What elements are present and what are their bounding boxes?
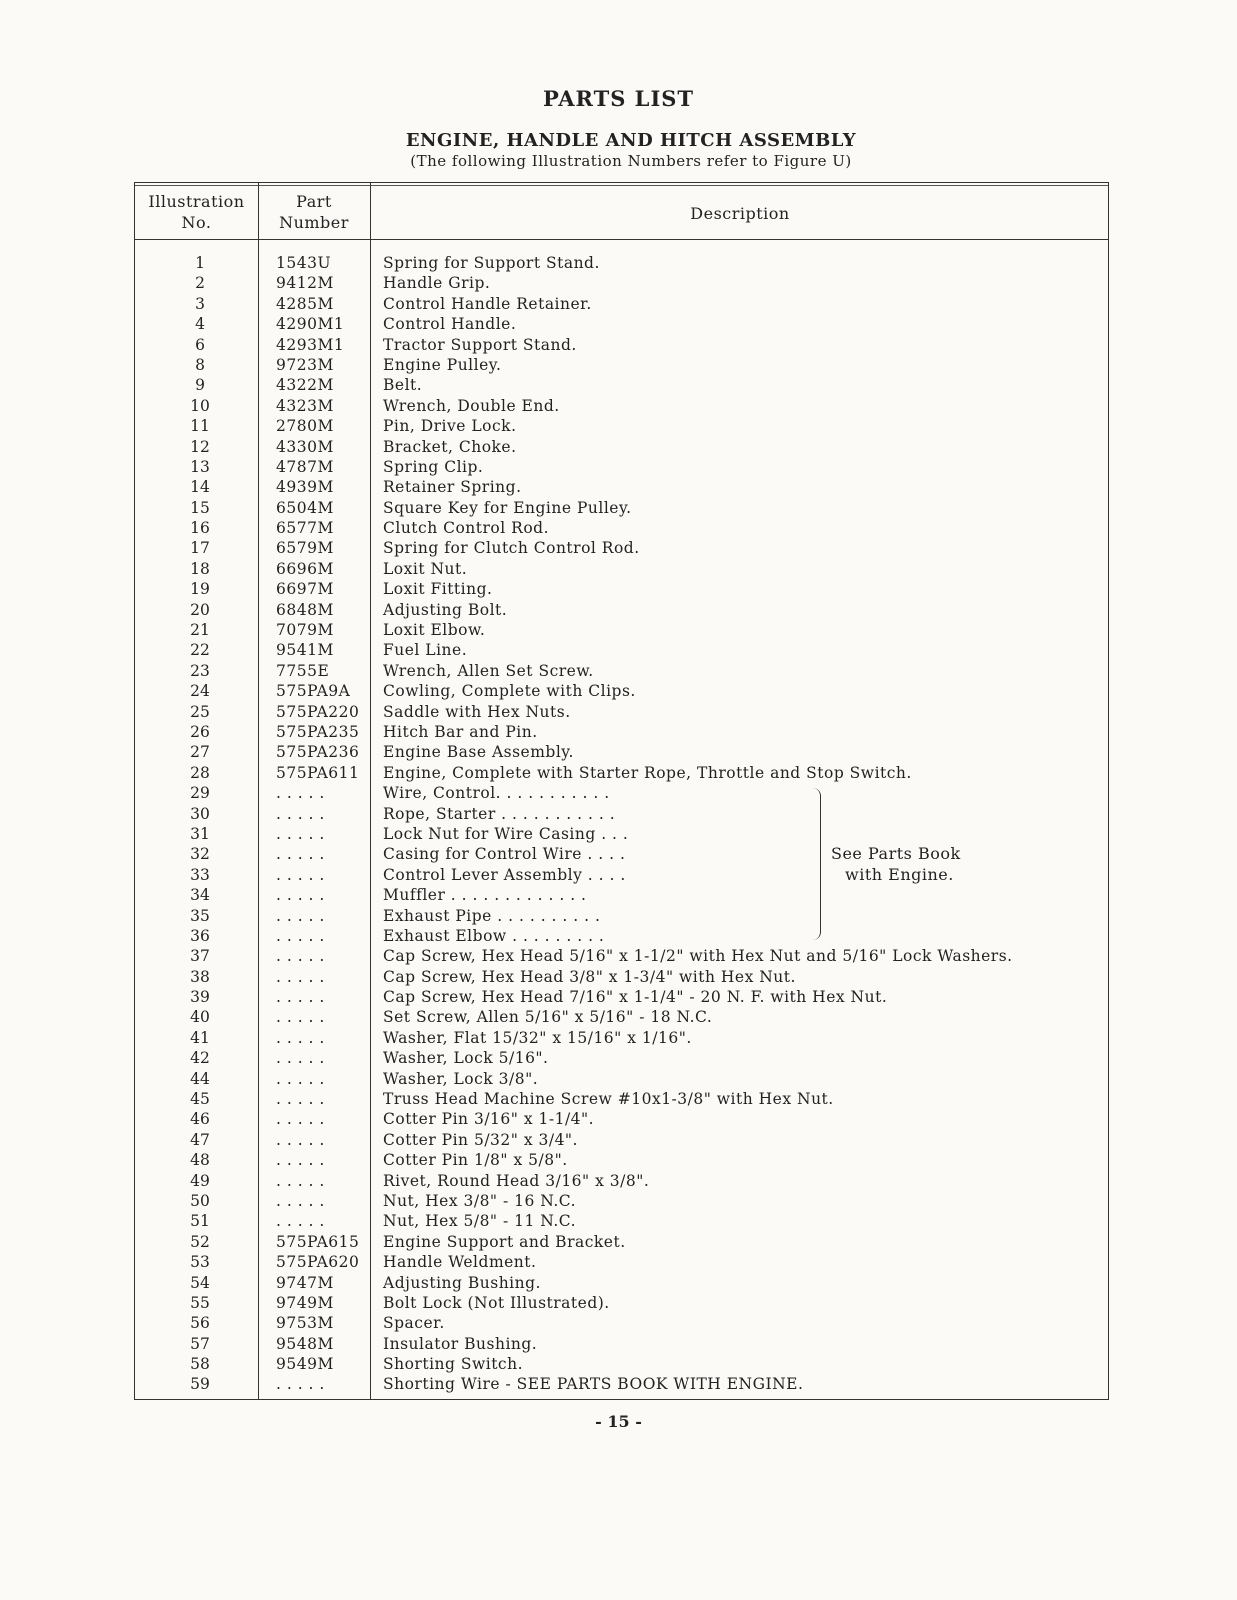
illustration-no-cell: 32 xyxy=(190,845,210,864)
illustration-no-cell: 13 xyxy=(190,457,210,476)
table-row xyxy=(135,906,1110,926)
description-cell: Spring for Clutch Control Rod. xyxy=(383,539,640,558)
header-part-line2: Number xyxy=(279,213,349,232)
description-cell: Set Screw, Allen 5/16" x 5/16" - 18 N.C. xyxy=(383,1008,713,1027)
table-row xyxy=(135,1109,1110,1129)
part-number-cell: 6848M xyxy=(276,600,334,619)
table-row xyxy=(135,1007,1110,1027)
part-number-cell: 4330M xyxy=(276,437,334,456)
part-number-cell: . . . . . xyxy=(276,988,325,1007)
description-cell: Shorting Switch. xyxy=(383,1355,524,1374)
description-cell: Cowling, Complete with Clips. xyxy=(383,682,636,701)
description-cell: Wrench, Allen Set Screw. xyxy=(383,661,594,680)
part-number-cell: 575PA220 xyxy=(276,702,360,721)
table-row xyxy=(135,722,1110,742)
part-number-cell: . . . . . xyxy=(276,1110,325,1129)
table-row xyxy=(135,477,1110,497)
description-cell: Loxit Fitting. xyxy=(383,580,493,599)
part-number-cell: 4293M1 xyxy=(276,335,345,354)
illustration-no-cell: 56 xyxy=(190,1314,210,1333)
table-row xyxy=(135,1191,1110,1211)
description-cell: Spring for Support Stand. xyxy=(383,254,600,272)
illustration-no-cell: 14 xyxy=(190,478,210,497)
description-cell: Square Key for Engine Pulley. xyxy=(383,498,632,517)
description-cell: Tractor Support Stand. xyxy=(383,335,577,354)
illustration-no-cell: 15 xyxy=(190,498,210,517)
part-number-cell: 9548M xyxy=(276,1334,334,1353)
table-row xyxy=(135,1171,1110,1191)
description-cell: Muffler . . . . . . . . . . . . . xyxy=(383,886,587,905)
part-number-cell: . . . . . xyxy=(276,845,325,864)
table-row xyxy=(135,600,1110,620)
table-row xyxy=(135,946,1110,966)
header-illustration-line2: No. xyxy=(181,213,212,232)
table-row xyxy=(135,1130,1110,1150)
table-row xyxy=(135,518,1110,538)
description-cell: Wrench, Double End. xyxy=(383,396,560,415)
illustration-no-cell: 29 xyxy=(190,784,210,803)
description-cell: Handle Weldment. xyxy=(383,1253,537,1272)
part-number-cell: 2780M xyxy=(276,417,334,436)
table-row xyxy=(135,559,1110,579)
part-number-cell: . . . . . xyxy=(276,1171,325,1190)
table-row xyxy=(135,396,1110,416)
description-cell: Washer, Lock 5/16". xyxy=(383,1049,549,1068)
part-number-cell: 575PA620 xyxy=(276,1253,360,1272)
description-cell: Clutch Control Rod. xyxy=(383,519,549,538)
table-row xyxy=(135,1313,1110,1333)
part-number-cell: . . . . . xyxy=(276,1008,325,1027)
part-number-cell: 6579M xyxy=(276,539,334,558)
illustration-no-cell: 53 xyxy=(190,1253,210,1272)
description-cell: Bracket, Choke. xyxy=(383,437,517,456)
description-cell: Casing for Control Wire . . . . xyxy=(383,845,626,864)
table-row xyxy=(135,416,1110,436)
brace-note xyxy=(831,843,961,885)
table-row xyxy=(135,926,1110,946)
illustration-no-cell: 57 xyxy=(190,1334,210,1353)
illustration-no-cell: 11 xyxy=(190,417,210,436)
table-row xyxy=(135,1028,1110,1048)
description-cell: Engine Support and Bracket. xyxy=(383,1232,626,1251)
illustration-no-cell: 4 xyxy=(195,315,205,334)
illustration-no-cell: 40 xyxy=(190,1008,210,1027)
illustration-no-cell: 35 xyxy=(190,906,210,925)
brace-bracket xyxy=(811,788,821,940)
table-row xyxy=(135,681,1110,701)
table-row xyxy=(135,1293,1110,1313)
illustration-no-cell: 19 xyxy=(190,580,210,599)
header-description: Description xyxy=(690,204,790,223)
description-cell: Adjusting Bushing. xyxy=(383,1273,541,1292)
brace-note-line2: with Engine. xyxy=(845,865,954,884)
illustration-no-cell: 33 xyxy=(190,865,210,884)
description-cell: Control Handle Retainer. xyxy=(383,294,592,313)
table-row xyxy=(135,1232,1110,1252)
brace-note-line1: See Parts Book xyxy=(831,844,961,863)
part-number-cell: . . . . . xyxy=(276,1049,325,1068)
description-cell: Spring Clip. xyxy=(383,457,484,476)
illustration-no-cell: 28 xyxy=(190,763,210,782)
part-number-cell: 4787M xyxy=(276,457,334,476)
illustration-no-cell: 6 xyxy=(195,335,205,354)
illustration-no-cell: 26 xyxy=(190,722,210,741)
table-row xyxy=(135,1273,1110,1293)
description-cell: Truss Head Machine Screw #10x1-3/8" with Hex Nut. xyxy=(383,1090,834,1109)
table-row xyxy=(135,273,1110,293)
part-number-cell: 6504M xyxy=(276,498,334,517)
illustration-no-cell: 51 xyxy=(190,1212,210,1231)
table-row xyxy=(135,1069,1110,1089)
illustration-no-cell: 3 xyxy=(195,294,205,313)
part-number-cell: 575PA236 xyxy=(276,743,360,762)
description-cell: Control Lever Assembly . . . . xyxy=(383,865,626,884)
table-row xyxy=(135,661,1110,681)
illustration-no-cell: 37 xyxy=(190,947,210,966)
description-cell: Pin, Drive Lock. xyxy=(383,417,517,436)
part-number-cell: . . . . . xyxy=(276,1212,325,1231)
description-cell: Wire, Control. . . . . . . . . . . xyxy=(383,784,610,803)
table-body xyxy=(135,253,1110,1395)
table-row xyxy=(135,355,1110,375)
part-number-cell: 7079M xyxy=(276,621,334,640)
illustration-no-cell: 2 xyxy=(195,274,205,293)
illustration-no-cell: 50 xyxy=(190,1191,210,1210)
illustration-no-cell: 46 xyxy=(190,1110,210,1129)
illustration-no-cell: 47 xyxy=(190,1130,210,1149)
part-number-cell: . . . . . xyxy=(276,926,325,945)
part-number-cell: . . . . . xyxy=(276,1375,325,1394)
table-row xyxy=(135,865,1110,885)
description-cell: Nut, Hex 5/8" - 11 N.C. xyxy=(383,1212,577,1231)
illustration-no-cell: 12 xyxy=(190,437,210,456)
part-number-cell: 4285M xyxy=(276,294,334,313)
illustration-no-cell: 23 xyxy=(190,661,210,680)
illustration-no-cell: 36 xyxy=(190,926,210,945)
illustration-no-cell: 42 xyxy=(190,1049,210,1068)
part-number-cell: 9541M xyxy=(276,641,334,660)
part-number-cell: . . . . . xyxy=(276,1151,325,1170)
illustration-no-cell: 52 xyxy=(190,1232,210,1251)
table-row xyxy=(135,375,1110,395)
part-number-cell: 6697M xyxy=(276,580,334,599)
table-row xyxy=(135,885,1110,905)
description-cell: Insulator Bushing. xyxy=(383,1334,538,1353)
header-illustration-line1: Illustration xyxy=(148,192,245,211)
description-cell: Exhaust Elbow . . . . . . . . . xyxy=(383,926,605,945)
part-number-cell: 9749M xyxy=(276,1293,334,1312)
part-number-cell: . . . . . xyxy=(276,1130,325,1149)
table-row xyxy=(135,253,1110,273)
part-number-cell: . . . . . xyxy=(276,865,325,884)
illustration-no-cell: 41 xyxy=(190,1028,210,1047)
table-row xyxy=(135,783,1110,803)
part-number-cell: . . . . . xyxy=(276,1069,325,1088)
description-cell: Bolt Lock (Not Illustrated). xyxy=(383,1293,610,1312)
part-number-cell: 575PA615 xyxy=(276,1232,360,1251)
description-cell: Loxit Elbow. xyxy=(383,621,486,640)
header-rule xyxy=(135,239,1108,240)
illustration-no-cell: 31 xyxy=(190,824,210,843)
part-number-cell: 575PA611 xyxy=(276,763,360,782)
description-cell: Cotter Pin 1/8" x 5/8". xyxy=(383,1151,568,1170)
table-row xyxy=(135,824,1110,844)
description-cell: Cotter Pin 5/32" x 3/4". xyxy=(383,1130,578,1149)
table-row xyxy=(135,742,1110,762)
illustration-no-cell: 9 xyxy=(195,376,205,395)
illustration-no-cell: 1 xyxy=(195,254,205,272)
description-cell: Cap Screw, Hex Head 5/16" x 1-1/2" with Hex Nut and 5/16" Lock Washers. xyxy=(383,947,1013,966)
illustration-no-cell: 27 xyxy=(190,743,210,762)
illustration-no-cell: 20 xyxy=(190,600,210,619)
table-row xyxy=(135,1334,1110,1354)
description-cell: Shorting Wire - SEE PARTS BOOK WITH ENGINE. xyxy=(383,1375,804,1394)
description-cell: Nut, Hex 3/8" - 16 N.C. xyxy=(383,1191,577,1210)
illustration-no-cell: 55 xyxy=(190,1293,210,1312)
table-row xyxy=(135,1374,1110,1394)
part-number-cell: 6577M xyxy=(276,519,334,538)
illustration-no-cell: 18 xyxy=(190,559,210,578)
table-row xyxy=(135,538,1110,558)
description-cell: Rope, Starter . . . . . . . . . . . xyxy=(383,804,616,823)
table-row xyxy=(135,1252,1110,1272)
table-row xyxy=(135,702,1110,722)
description-cell: Loxit Nut. xyxy=(383,559,468,578)
illustration-no-cell: 54 xyxy=(190,1273,210,1292)
description-cell: Washer, Lock 3/8". xyxy=(383,1069,539,1088)
table-row xyxy=(135,498,1110,518)
description-cell: Rivet, Round Head 3/16" x 3/8". xyxy=(383,1171,650,1190)
illustration-no-cell: 34 xyxy=(190,886,210,905)
description-cell: Exhaust Pipe . . . . . . . . . . xyxy=(383,906,601,925)
table-row xyxy=(135,1211,1110,1231)
illustration-no-cell: 48 xyxy=(190,1151,210,1170)
part-number-cell: . . . . . xyxy=(276,886,325,905)
part-number-cell: . . . . . xyxy=(276,947,325,966)
header-part-number xyxy=(258,191,370,233)
parts-table xyxy=(134,182,1109,1400)
part-number-cell: . . . . . xyxy=(276,824,325,843)
table-row xyxy=(135,640,1110,660)
part-number-cell: . . . . . xyxy=(276,804,325,823)
illustration-no-cell: 24 xyxy=(190,682,210,701)
illustration-no-cell: 30 xyxy=(190,804,210,823)
part-number-cell: 9412M xyxy=(276,274,334,293)
part-number-cell: . . . . . xyxy=(276,784,325,803)
table-row xyxy=(135,620,1110,640)
table-row xyxy=(135,1150,1110,1170)
part-number-cell: 4322M xyxy=(276,376,334,395)
table-row xyxy=(135,1089,1110,1109)
table-row xyxy=(135,1354,1110,1374)
illustration-no-cell: 25 xyxy=(190,702,210,721)
table-row xyxy=(135,967,1110,987)
part-number-cell: . . . . . xyxy=(276,967,325,986)
part-number-cell: . . . . . xyxy=(276,1090,325,1109)
table-row xyxy=(135,294,1110,314)
illustration-no-cell: 21 xyxy=(190,621,210,640)
description-cell: Cotter Pin 3/16" x 1-1/4". xyxy=(383,1110,595,1129)
part-number-cell: 575PA235 xyxy=(276,722,360,741)
description-cell: Washer, Flat 15/32" x 15/16" x 1/16". xyxy=(383,1028,692,1047)
part-number-cell: 4323M xyxy=(276,396,334,415)
illustration-no-cell: 39 xyxy=(190,988,210,1007)
table-row xyxy=(135,844,1110,864)
illustration-no-cell: 59 xyxy=(190,1375,210,1394)
part-number-cell: 9723M xyxy=(276,355,334,374)
part-number-cell: 1543U xyxy=(276,254,332,272)
part-number-cell: 7755E xyxy=(276,661,330,680)
description-cell: Engine Pulley. xyxy=(383,355,502,374)
illustration-no-cell: 17 xyxy=(190,539,210,558)
description-cell: Hitch Bar and Pin. xyxy=(383,722,538,741)
part-number-cell: 6696M xyxy=(276,559,334,578)
part-number-cell: . . . . . xyxy=(276,1028,325,1047)
illustration-no-cell: 58 xyxy=(190,1355,210,1374)
illustration-no-cell: 38 xyxy=(190,967,210,986)
table-row xyxy=(135,335,1110,355)
illustration-no-cell: 22 xyxy=(190,641,210,660)
table-row xyxy=(135,804,1110,824)
description-cell: Retainer Spring. xyxy=(383,478,522,497)
table-row xyxy=(135,1048,1110,1068)
table-top-double-rule xyxy=(135,185,1108,186)
description-cell: Control Handle. xyxy=(383,315,517,334)
part-number-cell: . . . . . xyxy=(276,906,325,925)
table-row xyxy=(135,314,1110,334)
description-cell: Handle Grip. xyxy=(383,274,491,293)
illustration-no-cell: 49 xyxy=(190,1171,210,1190)
header-illustration-no xyxy=(135,191,258,233)
table-row xyxy=(135,457,1110,477)
description-cell: Cap Screw, Hex Head 7/16" x 1-1/4" - 20 N. F. with Hex Nut. xyxy=(383,988,888,1007)
table-row xyxy=(135,763,1110,783)
part-number-cell: 575PA9A xyxy=(276,682,351,701)
illustration-no-cell: 8 xyxy=(195,355,205,374)
part-number-cell: 9747M xyxy=(276,1273,334,1292)
description-cell: Adjusting Bolt. xyxy=(383,600,508,619)
description-cell: Cap Screw, Hex Head 3/8" x 1-3/4" with Hex Nut. xyxy=(383,967,796,986)
table-row xyxy=(135,437,1110,457)
part-number-cell: 9549M xyxy=(276,1355,334,1374)
part-number-cell: 9753M xyxy=(276,1314,334,1333)
page-title: PARTS LIST xyxy=(542,86,695,111)
part-number-cell: . . . . . xyxy=(276,1191,325,1210)
description-cell: Belt. xyxy=(383,376,423,395)
page-number: - 15 - xyxy=(595,1412,642,1431)
table-row xyxy=(135,579,1110,599)
illustration-no-cell: 44 xyxy=(190,1069,210,1088)
description-cell: Engine Base Assembly. xyxy=(383,743,574,762)
illustration-no-cell: 10 xyxy=(190,396,210,415)
figure-reference-note: (The following Illustration Numbers refer to Figure U) xyxy=(410,152,852,170)
description-cell: Spacer. xyxy=(383,1314,445,1333)
description-cell: Saddle with Hex Nuts. xyxy=(383,702,571,721)
description-cell: Fuel Line. xyxy=(383,641,468,660)
illustration-no-cell: 45 xyxy=(190,1090,210,1109)
description-cell: Engine, Complete with Starter Rope, Throttle and Stop Switch. xyxy=(383,763,912,782)
table-row xyxy=(135,987,1110,1007)
description-cell: Lock Nut for Wire Casing . . . xyxy=(383,824,629,843)
header-part-line1: Part xyxy=(296,192,332,211)
illustration-no-cell: 16 xyxy=(190,519,210,538)
part-number-cell: 4290M1 xyxy=(276,315,345,334)
section-subtitle: ENGINE, HANDLE AND HITCH ASSEMBLY xyxy=(405,130,857,151)
part-number-cell: 4939M xyxy=(276,478,334,497)
